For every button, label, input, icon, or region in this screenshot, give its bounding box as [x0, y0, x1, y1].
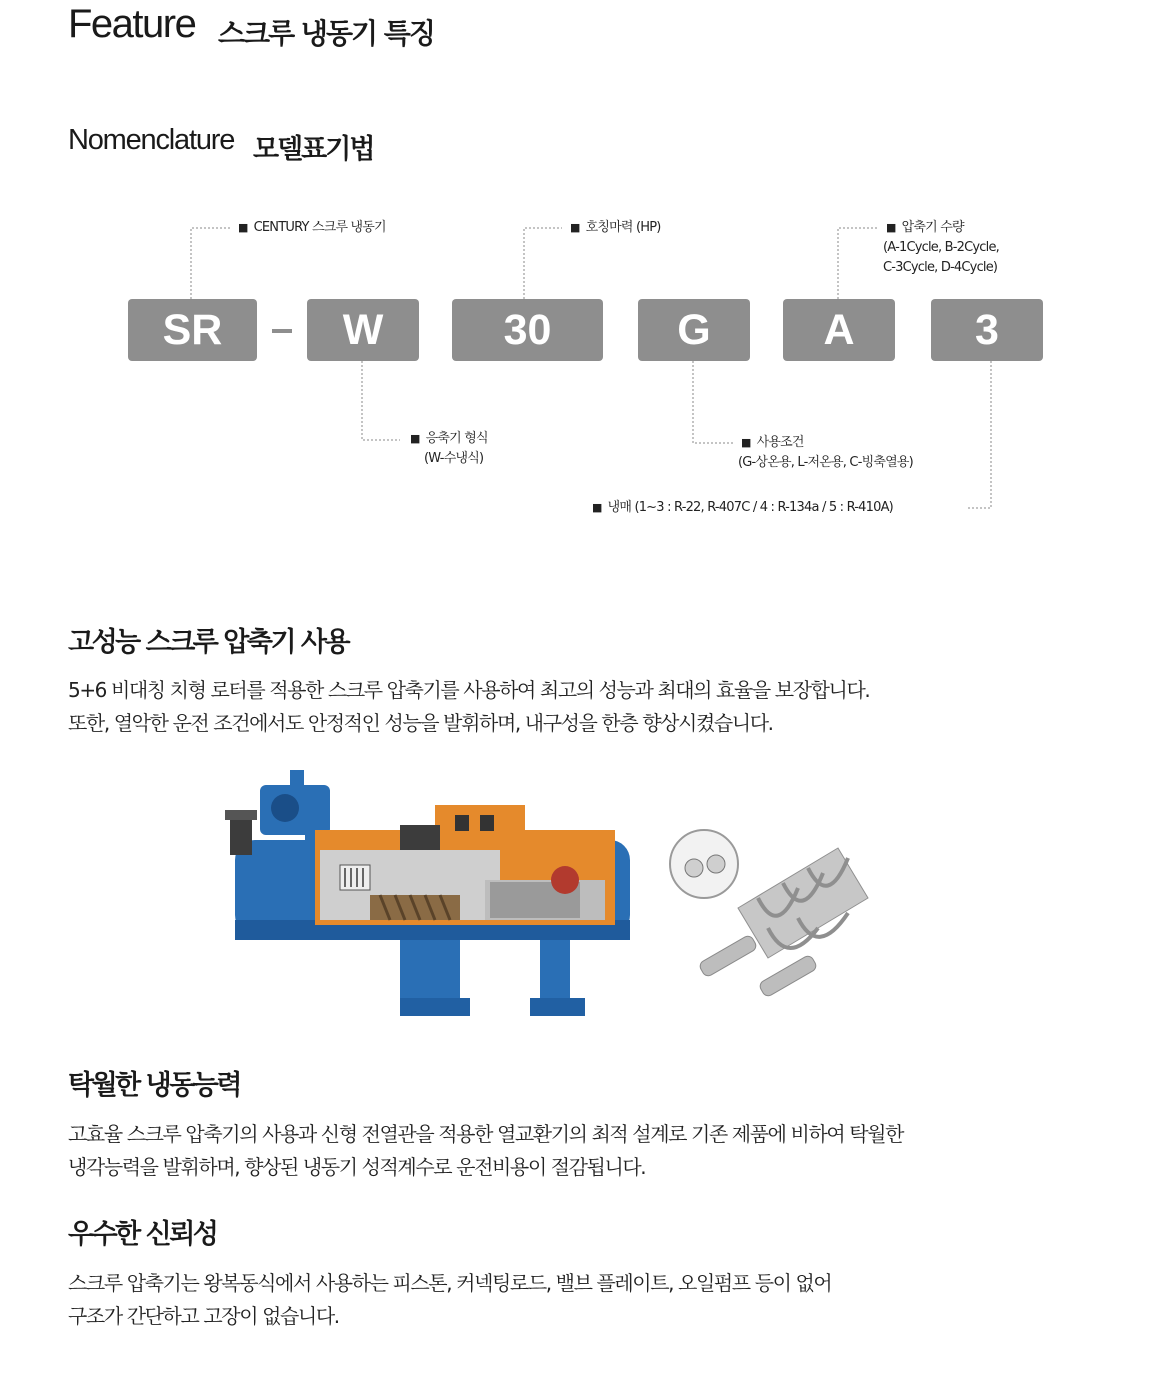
- section-text-reliability-2: 구조가 간단하고 고장이 없습니다.: [68, 1304, 339, 1328]
- label-use-condition: ■ 사용조건: [741, 435, 804, 450]
- label-condenser-type: ■ 응축기 형식: [410, 431, 488, 446]
- code-box-series: SR: [128, 299, 257, 361]
- bullet-square: ■: [741, 436, 751, 449]
- section-heading-reliability: 우수한 신뢰성: [68, 1219, 217, 1250]
- code-box-hp: 30: [452, 299, 603, 361]
- page-subtitle: 스크루 냉동기 특징: [218, 17, 434, 50]
- nomenclature-title: Nomenclature: [68, 124, 235, 156]
- page-title: Feature: [68, 2, 196, 46]
- label-condenser-type-detail: (W-수냉식): [424, 451, 484, 466]
- screw-rotor-image: [668, 828, 883, 1008]
- label-hp: ■ 호칭마력 (HP): [570, 220, 661, 235]
- label-compressor-count-detail1: (A-1Cycle, B-2Cycle,: [883, 240, 999, 255]
- code-box-refrigerant: 3: [931, 299, 1043, 361]
- label-refrigerant: ■ 냉매 (1~3 : R-22, R-407C / 4 : R-134a / 5 : R-410A): [592, 500, 893, 515]
- bullet-square: ■: [592, 501, 602, 514]
- label-use-condition-detail: (G-상온용, L-저온용, C-빙축열용): [738, 455, 913, 470]
- section-text-reliability-1: 스크루 압축기는 왕복동식에서 사용하는 피스톤, 커넥팅로드, 밸브 플레이트, 오일펌프 등이 없어: [68, 1271, 832, 1295]
- nomenclature-connectors: [0, 0, 1160, 560]
- bullet-square: ■: [410, 432, 420, 445]
- section-text-performance-2: 또한, 열악한 운전 조건에서도 안정적인 성능을 발휘하며, 내구성을 한층 향상시켰습니다.: [68, 711, 773, 735]
- label-compressor-count-detail2: C-3Cycle, D-4Cycle): [883, 260, 998, 275]
- compressor-cutaway-image: [220, 770, 640, 1020]
- bullet-square: ■: [886, 221, 896, 234]
- section-text-capacity-1: 고효율 스크루 압축기의 사용과 신형 전열관을 적용한 열교환기의 최적 설계로 기존 제품에 비하여 탁월한: [68, 1122, 904, 1146]
- bullet-square: ■: [570, 221, 580, 234]
- code-box-compressor-count: A: [783, 299, 895, 361]
- code-box-condenser: W: [307, 299, 419, 361]
- bullet-square: ■: [238, 221, 248, 234]
- section-heading-performance: 고성능 스크루 압축기 사용: [68, 627, 349, 658]
- label-compressor-count: ■ 압축기 수량: [886, 220, 964, 235]
- label-century: ■ CENTURY 스크루 냉동기: [238, 220, 386, 235]
- nomenclature-subtitle: 모델표기법: [253, 134, 374, 165]
- section-text-capacity-2: 냉각능력을 발휘하며, 향상된 냉동기 성적계수로 운전비용이 절감됩니다.: [68, 1155, 646, 1179]
- section-text-performance-1: 5+6 비대칭 치형 로터를 적용한 스크루 압축기를 사용하여 최고의 성능과 최대의 효율을 보장합니다.: [68, 678, 870, 702]
- code-dash: [272, 329, 292, 333]
- code-box-condition: G: [638, 299, 750, 361]
- section-heading-capacity: 탁월한 냉동능력: [68, 1070, 240, 1101]
